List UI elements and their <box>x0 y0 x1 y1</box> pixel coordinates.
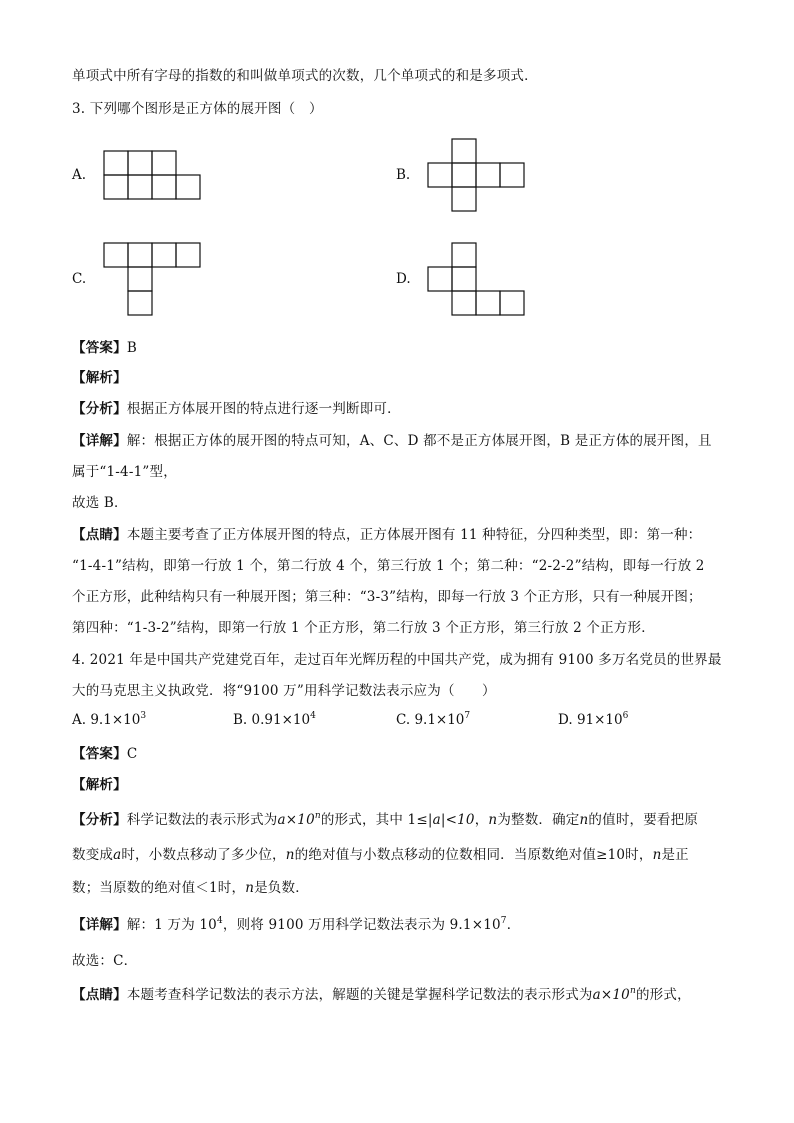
math-exponent: 7 <box>500 916 507 926</box>
fenxi-text: 是正 <box>661 847 689 863</box>
q3-dianjing-1 <box>72 525 701 545</box>
q3-option-a-label: A. <box>72 167 87 183</box>
xiangjie-text: ． <box>506 917 521 933</box>
intro-line: 单项式中所有字母的指数的和叫做单项式的次数，几个单项式的和是多项式． <box>72 68 538 84</box>
q4-answer <box>72 744 137 764</box>
option-label: C. <box>396 712 415 728</box>
answer-tag: 【答案】 <box>72 340 127 356</box>
math-var: n <box>285 847 295 863</box>
q3-fenxi <box>72 399 401 419</box>
q3-net-d <box>428 243 524 315</box>
answer-value: B <box>126 340 137 356</box>
option-exponent: 6 <box>622 711 629 721</box>
q4-question-2: 大的马克思主义执政党．将“9100 万”用科学记数法表示应为（ ） <box>72 683 496 699</box>
fenxi-tag: 【分析】 <box>72 812 127 828</box>
fenxi-text: 是负数． <box>254 880 309 896</box>
q3-option-b-label: B. <box>396 167 411 183</box>
q3-analysis-tag <box>72 368 127 388</box>
q3-net-b <box>428 139 524 211</box>
fenxi-text: 的值时，要看把原 <box>588 812 699 828</box>
math-expr: a×10 <box>277 812 315 828</box>
math-expr: |a|<10 <box>427 812 475 828</box>
q3-nets-figure <box>0 0 794 360</box>
answer-tag: 【答案】 <box>72 746 127 762</box>
q3-conclusion: 故选 B． <box>72 495 128 511</box>
math-expr: a×10 <box>592 987 630 1003</box>
xiangjie-text: ，则将 9100 万用科学记数法表示为 9.1×10 <box>222 917 501 933</box>
dianjing-tag: 【点睛】 <box>72 987 127 1003</box>
dianjing-tag: 【点睛】 <box>72 527 127 543</box>
fenxi-text: 的绝对值与小数点移动的位数相同．当原数绝对值≥10时， <box>294 847 653 863</box>
option-exponent: 7 <box>464 711 471 721</box>
q3-dianjing-3: 个正方形，此种结构只有一种展开图；第三种：“3-3”结构，即每一行放 3 个正方形，只有一种展开图； <box>72 589 702 605</box>
dianjing-text: 本题主要考查了正方体展开图的特点，正方体展开图有 11 种特征，分四种类型，即：第一种： <box>126 527 702 543</box>
math-var: n <box>579 812 589 828</box>
option-exponent: 3 <box>140 711 147 721</box>
answer-value: C <box>126 746 138 762</box>
option-mantissa: 9.1×10 <box>90 712 141 728</box>
analysis-tag: 【解析】 <box>72 777 127 793</box>
option-exponent: 4 <box>310 711 316 721</box>
q3-dianjing-2: “1-4-1”结构，即第一行放 1 个，第二行放 4 个，第三行放 1 个；第二种：“2-2-2”结构，即每一行放 2 <box>72 558 705 574</box>
math-var: n <box>245 880 255 896</box>
math-exponent: n <box>314 811 321 821</box>
dianjing-text: 本题考查科学记数法的表示方法，解题的关键是掌握科学记数法的表示形式为 <box>126 987 593 1003</box>
analysis-tag: 【解析】 <box>72 370 127 386</box>
option-mantissa: 0.91×10 <box>251 712 311 728</box>
option-label: B. <box>233 712 252 728</box>
math-exponent: 4 <box>216 916 223 926</box>
q4-fenxi-2 <box>72 845 689 865</box>
math-var: n <box>652 847 662 863</box>
q4-question-1: 4. 2021 年是中国共产党建党百年，走过百年光辉历程的中国共产党，成为拥有 9100 多万名党员的世界最 <box>72 652 722 668</box>
q3-option-c-label: C. <box>72 271 87 287</box>
q4-option-b <box>233 712 316 728</box>
dianjing-text: 的形式， <box>635 987 691 1003</box>
math-var: a <box>113 847 122 863</box>
q4-option-c <box>396 712 470 728</box>
fenxi-tag: 【分析】 <box>72 401 127 417</box>
q3-net-a <box>104 151 200 199</box>
q4-fenxi-1 <box>72 810 698 830</box>
fenxi-text: 的形式，其中 1≤ <box>320 812 428 828</box>
q4-option-d <box>558 712 628 728</box>
q3-dianjing-4: 第四种：“1-3-2”结构，即第一行放 1 个正方形，第二行放 3 个正方形，第三行放 2 个正方形． <box>72 620 655 636</box>
option-mantissa: 9.1×10 <box>414 712 465 728</box>
option-mantissa: 91×10 <box>576 712 623 728</box>
math-exponent: n <box>629 986 636 996</box>
option-label: D. <box>558 712 577 728</box>
xiangjie-text: 解：根据正方体的展开图的特点可知，A、C、D 都不是正方体展开图，B 是正方体的展开图，且 <box>126 433 712 449</box>
q3-question: 3. 下列哪个图形是正方体的展开图（ ） <box>72 101 323 117</box>
q3-xiangjie-2: 属于“1-4-1”型， <box>72 464 177 480</box>
fenxi-text: 数变成 <box>72 847 114 863</box>
fenxi-text: 为整数．确定 <box>497 812 580 828</box>
fenxi-text: 根据正方体展开图的特点进行逐一判断即可． <box>126 401 401 417</box>
xiangjie-tag: 【详解】 <box>72 433 127 449</box>
q4-analysis-tag <box>72 775 127 795</box>
q3-xiangjie-1 <box>72 431 712 451</box>
fenxi-text: ， <box>474 812 489 828</box>
option-label: A. <box>72 712 91 728</box>
xiangjie-tag: 【详解】 <box>72 917 127 933</box>
math-var: n <box>488 812 498 828</box>
q4-fenxi-3 <box>72 878 309 898</box>
fenxi-text: 科学记数法的表示形式为 <box>126 812 278 828</box>
q4-option-a <box>72 712 146 728</box>
q3-answer <box>72 338 137 358</box>
q4-dianjing <box>72 985 691 1005</box>
fenxi-text: 数；当原数的绝对值＜1时， <box>72 880 246 896</box>
q4-xiangjie <box>72 915 520 935</box>
fenxi-text: 时，小数点移动了多少位， <box>121 847 286 863</box>
q3-net-c <box>104 243 200 315</box>
q4-conclusion: 故选：C． <box>72 953 138 969</box>
xiangjie-text: 解：1 万为 10 <box>126 917 217 933</box>
q3-option-d-label: D. <box>396 271 411 287</box>
